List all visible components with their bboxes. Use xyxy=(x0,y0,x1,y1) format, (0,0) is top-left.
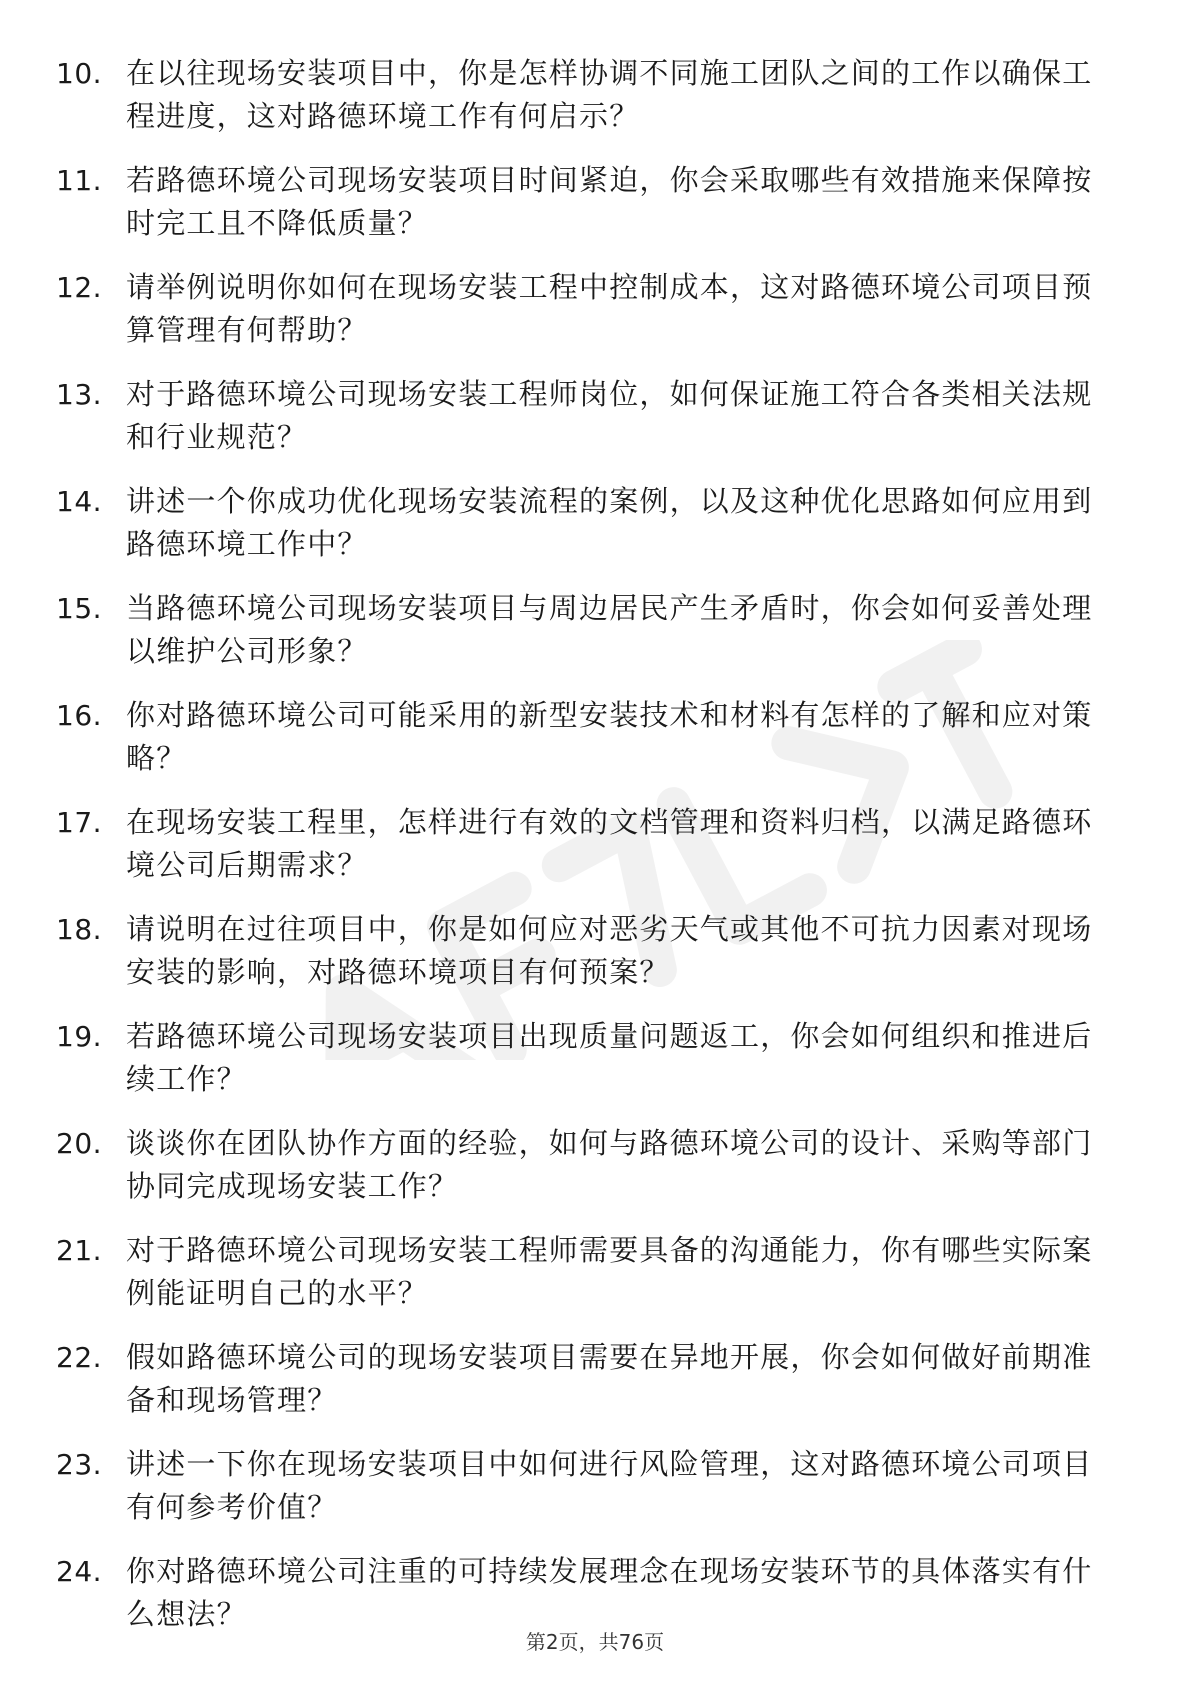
question-number: 20. xyxy=(56,1127,103,1160)
question-item xyxy=(56,159,1116,245)
question-item xyxy=(56,1550,1116,1636)
question-item xyxy=(56,1015,1116,1101)
question-number: 15. xyxy=(56,592,103,625)
question-text: 假如路德环境公司的现场安装项目需要在异地开展，你会如何做好前期准备和现场管理？ xyxy=(126,1340,1093,1417)
question-number: 24. xyxy=(56,1555,103,1588)
question-text: 对于路德环境公司现场安装工程师需要具备的沟通能力，你有哪些实际案例能证明自己的水平？ xyxy=(126,1233,1093,1310)
question-text: 谈谈你在团队协作方面的经验，如何与路德环境公司的设计、采购等部门协同完成现场安装工作？ xyxy=(126,1126,1093,1203)
question-text: 若路德环境公司现场安装项目出现质量问题返工，你会如何组织和推进后续工作？ xyxy=(126,1019,1093,1096)
question-number: 22. xyxy=(56,1341,103,1374)
question-number: 23. xyxy=(56,1448,103,1481)
question-text: 你对路德环境公司注重的可持续发展理念在现场安装环节的具体落实有什么想法？ xyxy=(126,1554,1093,1631)
question-text: 讲述一下你在现场安装项目中如何进行风险管理，这对路德环境公司项目有何参考价值？ xyxy=(126,1447,1093,1524)
question-number: 12. xyxy=(56,271,103,304)
question-text: 你对路德环境公司可能采用的新型安装技术和材料有怎样的了解和应对策略？ xyxy=(126,698,1093,775)
question-item xyxy=(56,373,1116,459)
question-number: 13. xyxy=(56,378,103,411)
question-text: 对于路德环境公司现场安装工程师岗位，如何保证施工符合各类相关法规和行业规范？ xyxy=(126,377,1093,454)
question-item xyxy=(56,587,1116,673)
question-item xyxy=(56,1336,1116,1422)
question-item xyxy=(56,1229,1116,1315)
question-item xyxy=(56,480,1116,566)
question-number: 17. xyxy=(56,806,103,839)
question-item xyxy=(56,1122,1116,1208)
question-number: 19. xyxy=(56,1020,103,1053)
question-item xyxy=(56,1443,1116,1529)
question-text: 请举例说明你如何在现场安装工程中控制成本，这对路德环境公司项目预算管理有何帮助？ xyxy=(126,270,1093,347)
question-text: 当路德环境公司现场安装项目与周边居民产生矛盾时，你会如何妥善处理以维护公司形象？ xyxy=(126,591,1093,668)
question-number: 21. xyxy=(56,1234,103,1267)
question-item xyxy=(56,694,1116,780)
question-item xyxy=(56,908,1116,994)
question-text: 若路德环境公司现场安装项目时间紧迫，你会采取哪些有效措施来保障按时完工且不降低质量？ xyxy=(126,163,1093,240)
question-text: 讲述一个你成功优化现场安装流程的案例，以及这种优化思路如何应用到路德环境工作中？ xyxy=(126,484,1093,561)
question-number: 10. xyxy=(56,57,103,90)
question-number: 11. xyxy=(56,164,103,197)
question-number: 16. xyxy=(56,699,103,732)
question-text: 在以往现场安装项目中，你是怎样协调不同施工团队之间的工作以确保工程进度，这对路德环境工作有何启示？ xyxy=(126,56,1093,133)
question-list xyxy=(56,52,1116,1657)
question-number: 18. xyxy=(56,913,103,946)
question-text: 请说明在过往项目中，你是如何应对恶劣天气或其他不可抗力因素对现场安装的影响，对路德环境项目有何预案？ xyxy=(126,912,1093,989)
question-item xyxy=(56,52,1116,138)
page-number-footer: 第2页，共76页 xyxy=(525,1630,665,1654)
question-item xyxy=(56,801,1116,887)
question-number: 14. xyxy=(56,485,103,518)
question-item xyxy=(56,266,1116,352)
question-text: 在现场安装工程里，怎样进行有效的文档管理和资料归档，以满足路德环境公司后期需求？ xyxy=(126,805,1093,882)
